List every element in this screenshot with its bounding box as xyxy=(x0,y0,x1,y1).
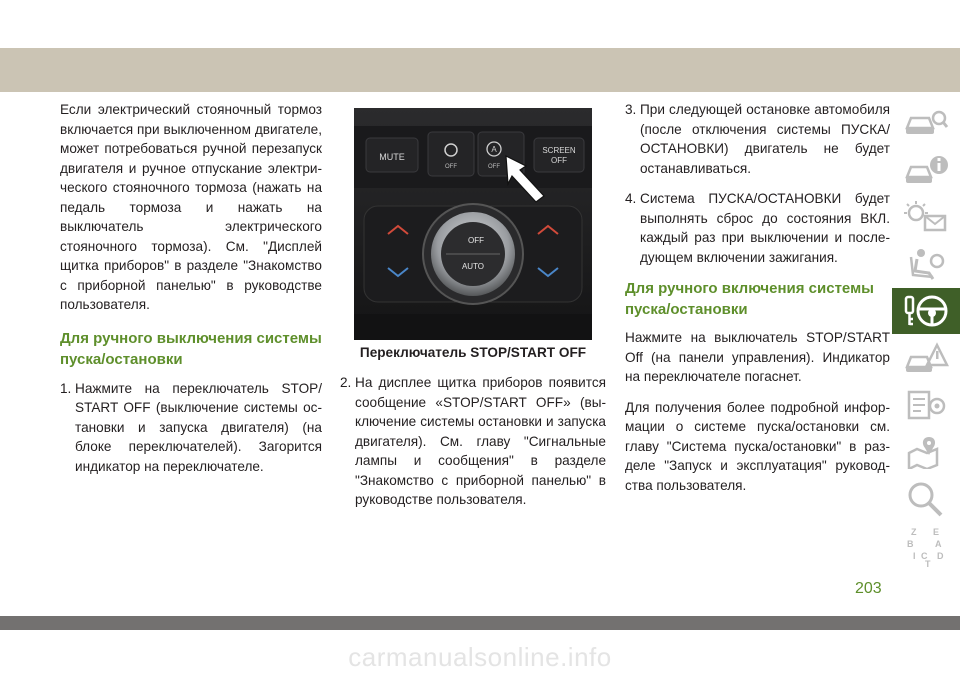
chapter-tab-car-info[interactable] xyxy=(892,147,960,194)
map-location-icon xyxy=(903,435,949,469)
chapter-tab-car-search[interactable] xyxy=(892,100,960,147)
svg-text:D: D xyxy=(937,551,944,561)
chapter-tab-warning-message[interactable] xyxy=(892,194,960,241)
svg-text:T: T xyxy=(925,559,931,567)
traction-off-label: OFF xyxy=(445,164,457,170)
list-item-2 xyxy=(340,373,606,510)
stop-start-off-label: OFF xyxy=(488,164,500,170)
chapter-tab-search[interactable] xyxy=(892,476,960,523)
auto-label: AUTO xyxy=(461,262,485,271)
screen-off-label-1: SCREEN xyxy=(542,146,576,155)
more-info-paragraph: Для получения более подробной информации о системе пуска/остановки см. главу "Система пуска/остановки" в разделе "Запуск и эксплуатация" руководства пользователя. xyxy=(625,399,890,493)
heading-line-2: пуска/остановки xyxy=(60,350,183,368)
intro-paragraph: Если электрический стояночный тормоз включается при выключенном двигателе, может потребоваться ручной перезапуск двигателя и ручное отпускание электрического стояночного тормоза (нажать на педаль тормоза и нажать на выключатель электрического стояночного тормоза). См. "Дисплей щитка приборов" в разделе "Знакомство с приборной панелью" в руководстве пользователя. xyxy=(60,102,322,312)
chapter-tab-seat-airbag[interactable] xyxy=(892,241,960,288)
section-heading-enable xyxy=(625,278,890,320)
heading-line-1: Для ручного включения системы xyxy=(625,280,874,297)
chapter-tab-index[interactable] xyxy=(892,523,960,570)
enable-paragraph: Нажмите на выключатель STOP/START Off (на панели управления). Индикатор на переключателе погаснет. xyxy=(625,330,890,384)
page-number: 203 xyxy=(855,580,882,597)
car-search-icon xyxy=(903,106,949,140)
svg-text:I: I xyxy=(913,551,916,561)
list-text: Нажмите на переключатель STOP/ START OFF (выключение системы остановки и запуска двигателя) (на блоке переключателей). Загорится индикатор на переключателе. xyxy=(75,380,322,474)
heading-line-2: пуска/остановки xyxy=(625,301,748,318)
chapter-sidebar xyxy=(892,100,960,570)
chapter-tab-emergency[interactable] xyxy=(892,335,960,382)
warning-triangle-icon xyxy=(903,341,949,375)
svg-text:A: A xyxy=(935,539,942,549)
footer-band xyxy=(0,616,960,630)
mute-button-label: MUTE xyxy=(379,152,405,162)
warning-message-icon xyxy=(903,200,949,234)
header-band xyxy=(0,48,960,92)
list-number: 4. xyxy=(625,191,637,206)
svg-text:Z: Z xyxy=(911,527,917,537)
chapter-tab-starting-operating[interactable] xyxy=(892,288,960,335)
list-text: При следующей остановке автомобиля (после отключения системы ПУСКА/ОСТАНОВКИ) двигатель не будет останавливаться. xyxy=(640,102,890,176)
svg-text:B: B xyxy=(907,539,914,549)
stop-start-a-label: A xyxy=(491,145,497,154)
watermark: carmanualsonline.info xyxy=(348,642,612,672)
photo-caption: Переключатель STOP/START OFF xyxy=(359,345,587,360)
seat-airbag-icon xyxy=(903,247,949,281)
screen-off-label-2: OFF xyxy=(551,156,567,165)
chapter-tab-navigation[interactable] xyxy=(892,429,960,476)
list-item-4 xyxy=(625,189,890,267)
car-info-icon xyxy=(903,153,949,187)
fan-off-label: OFF xyxy=(468,236,484,245)
heading-line-1: Для ручного выключения системы xyxy=(60,329,322,347)
list-text: Система ПУСКА/ОСТАНОВКИ будет выполнять сброс до состояния ВКЛ. каждый раз при выключении и последующем включении зажигания. xyxy=(640,191,890,265)
list-item-1 xyxy=(60,379,322,477)
svg-text:C: C xyxy=(921,551,928,561)
list-number: 2. xyxy=(340,375,352,390)
switch-panel-photo xyxy=(354,108,592,340)
list-text: На дисплее щитка приборов появится сообщение «STOP/START OFF» (выключение системы остановки и запуска двигателя). См. главу "Сигнальные лампы и сообщения" в разделе "Знакомство с приборной панелью" в руководстве пользователя. xyxy=(355,375,606,507)
column-right xyxy=(625,100,890,495)
magnifier-icon xyxy=(903,480,949,518)
chapter-tab-service[interactable] xyxy=(892,382,960,429)
alphabet-index-icon xyxy=(903,525,949,567)
service-list-icon xyxy=(903,388,949,422)
list-item-3 xyxy=(625,100,890,178)
column-left xyxy=(60,100,322,476)
steering-wheel-icon xyxy=(903,291,949,331)
section-heading-disable xyxy=(60,328,322,370)
list-number: 3. xyxy=(625,102,637,117)
svg-text:E: E xyxy=(933,527,940,537)
list-number: 1. xyxy=(60,380,72,396)
column-middle xyxy=(340,373,606,510)
